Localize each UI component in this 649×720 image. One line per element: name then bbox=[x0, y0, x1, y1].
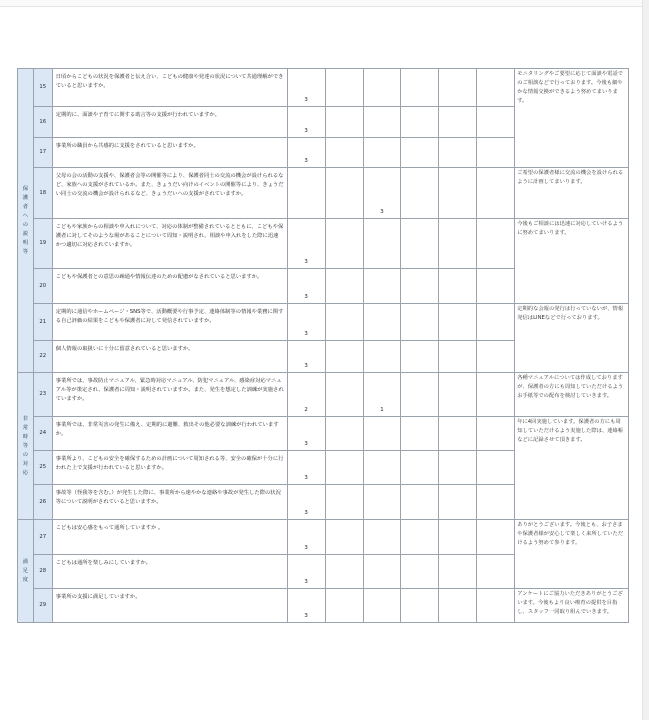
blank-cell bbox=[439, 269, 477, 304]
comment-cell: アンケートにご協力いただきありがとうございます。今後もより良い療育の提供を目指し、スタッフ一同取り組んでいきます。 bbox=[515, 589, 629, 623]
table-row bbox=[18, 589, 629, 623]
no-cell bbox=[363, 341, 401, 373]
yes-cell: 3 bbox=[287, 451, 325, 485]
row-number: 16 bbox=[33, 107, 52, 138]
viewer-top-bar bbox=[0, 0, 649, 7]
dk-cell bbox=[325, 219, 363, 269]
question-cell: 日頃からこどもの状況を保護者と伝え合い、こどもの健康や発達の状況について共通理解ができていると思いますか。 bbox=[52, 69, 287, 107]
blank-cell bbox=[477, 219, 515, 269]
blank-cell bbox=[477, 269, 515, 304]
question-cell: こどもは安心感をもって通所していますか 。 bbox=[52, 520, 287, 555]
unknown-cell bbox=[401, 341, 439, 373]
table-row bbox=[18, 520, 629, 555]
yes-cell: 3 bbox=[287, 138, 325, 168]
dk-cell bbox=[325, 555, 363, 589]
table-row bbox=[18, 69, 629, 107]
question-cell: こどもや保護者との意思の疎通や情報伝達のための配慮がなされていると思いますか。 bbox=[52, 269, 287, 304]
unknown-cell bbox=[401, 485, 439, 520]
question-cell: 定期的に通信やホームページ・SNS等で、活動概要や行事予定、連絡体制等の情報や業務に関する自己評価の結果をこどもや保護者に対して発信されていますか。 bbox=[52, 304, 287, 341]
no-cell bbox=[363, 589, 401, 623]
row-number: 19 bbox=[33, 219, 52, 269]
row-number: 20 bbox=[33, 269, 52, 304]
blank-cell bbox=[439, 219, 477, 269]
blank-cell bbox=[439, 304, 477, 341]
dk-cell bbox=[325, 520, 363, 555]
dk-cell bbox=[325, 341, 363, 373]
row-number: 28 bbox=[33, 555, 52, 589]
section-guardian: 保護者への説明等 bbox=[18, 69, 34, 373]
unknown-cell bbox=[401, 417, 439, 451]
dk-cell bbox=[325, 589, 363, 623]
blank-cell bbox=[477, 485, 515, 520]
question-cell: 事業所では、事故防止マニュアル、緊急時対応マニュアル、防犯マニュアル、感染症対応マニュアル等が策定され、保護者に周知・説明されていますか。また、発生を想定した訓練が実施されていますか。 bbox=[52, 373, 287, 417]
table-row bbox=[18, 219, 629, 269]
no-cell bbox=[363, 269, 401, 304]
question-cell: 事業所より、こどもの安全を確保するための計画について周知される等、安全の確保が十分に行われた上で支援が行われていると思いますか。 bbox=[52, 451, 287, 485]
unknown-cell bbox=[401, 520, 439, 555]
row-number: 26 bbox=[33, 485, 52, 520]
no-cell: 3 bbox=[363, 168, 401, 219]
no-cell bbox=[363, 138, 401, 168]
unknown-cell bbox=[401, 219, 439, 269]
yes-cell: 3 bbox=[287, 589, 325, 623]
blank-cell bbox=[477, 107, 515, 138]
table-row bbox=[18, 417, 629, 451]
unknown-cell bbox=[401, 589, 439, 623]
table-row bbox=[18, 373, 629, 417]
question-cell: こどもや家族からの相談や申入れについて、対応の体制が整備されているとともに、こどもや保護者に対してそのような場があることについて周知・説明され、相談や申入れをした際に迅速かつ適切に対応されていますか。 bbox=[52, 219, 287, 269]
blank-cell bbox=[477, 589, 515, 623]
dk-cell bbox=[325, 168, 363, 219]
comment-cell: ご希望の保護者様に交流の機会を設けられるように計画してまいります。 bbox=[515, 168, 629, 219]
row-number: 29 bbox=[33, 589, 52, 623]
blank-cell bbox=[439, 107, 477, 138]
question-cell: 事業所の職員から共感的に支援をされていると思いますか。 bbox=[52, 138, 287, 168]
unknown-cell bbox=[401, 138, 439, 168]
row-number: 23 bbox=[33, 373, 52, 417]
blank-cell bbox=[477, 373, 515, 417]
question-cell: 事故等（怪我等を含む。）が発生した際に、事業所から速やかな連絡や事故が発生した際の状況等について説明がされていると思いますか。 bbox=[52, 485, 287, 520]
comment-cell: 定期的な会報の発行は行っていないが、情報発信はLINEなどで行っております。 bbox=[515, 304, 629, 373]
blank-cell bbox=[439, 520, 477, 555]
yes-cell: 3 bbox=[287, 269, 325, 304]
row-number: 25 bbox=[33, 451, 52, 485]
yes-cell: 2 bbox=[287, 373, 325, 417]
blank-cell bbox=[439, 555, 477, 589]
comment-cell: ありがとうございます。今後とも、お子さまや保護者様が安心して楽しく来所していただけるよう努めて参ります。 bbox=[515, 520, 629, 589]
question-cell: 定期的に、面談や子育てに関する助言等の支援が行われていますか。 bbox=[52, 107, 287, 138]
unknown-cell bbox=[401, 451, 439, 485]
no-cell bbox=[363, 69, 401, 107]
no-cell bbox=[363, 417, 401, 451]
blank-cell bbox=[477, 341, 515, 373]
blank-cell bbox=[477, 555, 515, 589]
row-number: 24 bbox=[33, 417, 52, 451]
question-cell: 事業所では、非常災害の発生に備え、定期的に避難、救出その他必要な訓練が行われていますか。 bbox=[52, 417, 287, 451]
unknown-cell bbox=[401, 168, 439, 219]
row-number: 17 bbox=[33, 138, 52, 168]
unknown-cell bbox=[401, 373, 439, 417]
section-emergency: 非常時等の対応 bbox=[18, 373, 34, 520]
question-cell: 個人情報の取扱いに十分に留意されていると思いますか。 bbox=[52, 341, 287, 373]
dk-cell bbox=[325, 451, 363, 485]
yes-cell: 3 bbox=[287, 219, 325, 269]
unknown-cell bbox=[401, 69, 439, 107]
yes-cell bbox=[287, 168, 325, 219]
blank-cell bbox=[477, 138, 515, 168]
blank-cell bbox=[439, 138, 477, 168]
unknown-cell bbox=[401, 269, 439, 304]
yes-cell: 3 bbox=[287, 341, 325, 373]
no-cell: 1 bbox=[363, 373, 401, 417]
yes-cell: 3 bbox=[287, 107, 325, 138]
blank-cell bbox=[477, 69, 515, 107]
blank-cell bbox=[439, 69, 477, 107]
yes-cell: 3 bbox=[287, 417, 325, 451]
no-cell bbox=[363, 451, 401, 485]
question-cell: 父母の会の活動の支援や、保護者会等の開催等により、保護者同士の交流の機会が設けられるなど、家族への支援がされているか。また、きょうだい向けのイベントの開催等により、きょうだい同士の交流の機会が設けられるなど、きょうだいへの支援がされていますか。 bbox=[52, 168, 287, 219]
dk-cell bbox=[325, 269, 363, 304]
yes-cell: 3 bbox=[287, 304, 325, 341]
no-cell bbox=[363, 304, 401, 341]
unknown-cell bbox=[401, 555, 439, 589]
unknown-cell bbox=[401, 107, 439, 138]
comment-cell: 各種マニュアルについては作成しておりますが、保護者の方にも周知していただけるようお手紙等での配布を検討していきます。 bbox=[515, 373, 629, 417]
row-number: 18 bbox=[33, 168, 52, 219]
blank-cell bbox=[439, 341, 477, 373]
blank-cell bbox=[439, 451, 477, 485]
yes-cell: 3 bbox=[287, 555, 325, 589]
yes-cell: 3 bbox=[287, 485, 325, 520]
dk-cell bbox=[325, 69, 363, 107]
row-number: 21 bbox=[33, 304, 52, 341]
dk-cell bbox=[325, 373, 363, 417]
dk-cell bbox=[325, 107, 363, 138]
blank-cell bbox=[439, 373, 477, 417]
vertical-scrollbar[interactable] bbox=[642, 0, 649, 720]
blank-cell bbox=[439, 168, 477, 219]
blank-cell bbox=[477, 417, 515, 451]
yes-cell: 3 bbox=[287, 520, 325, 555]
row-number: 22 bbox=[33, 341, 52, 373]
section-satisfaction: 満足度 bbox=[18, 520, 34, 623]
row-number: 27 bbox=[33, 520, 52, 555]
row-number: 15 bbox=[33, 69, 52, 107]
dk-cell bbox=[325, 138, 363, 168]
comment-cell: 今後もご相談には迅速に対応していけるように努めてまいります。 bbox=[515, 219, 629, 304]
no-cell bbox=[363, 107, 401, 138]
no-cell bbox=[363, 219, 401, 269]
no-cell bbox=[363, 520, 401, 555]
blank-cell bbox=[477, 520, 515, 555]
blank-cell bbox=[477, 304, 515, 341]
yes-cell: 3 bbox=[287, 69, 325, 107]
blank-cell bbox=[477, 168, 515, 219]
dk-cell bbox=[325, 304, 363, 341]
blank-cell bbox=[477, 451, 515, 485]
comment-cell: モニタリングやご要望に応じて面談や電話でのご相談などで行っております。今後も細やかな情報交換ができるよう努めてまいります。 bbox=[515, 69, 629, 168]
dk-cell bbox=[325, 417, 363, 451]
comment-cell: 年に4回実施しています。保護者の方にも周知していただけるよう実施した際は、連絡帳などに記録させて頂きます。 bbox=[515, 417, 629, 520]
no-cell bbox=[363, 485, 401, 520]
question-cell: 事業所の支援に満足していますか。 bbox=[52, 589, 287, 623]
survey-table bbox=[17, 68, 629, 623]
table-row bbox=[18, 304, 629, 341]
blank-cell bbox=[439, 485, 477, 520]
question-cell: こどもは通所を楽しみにしていますか。 bbox=[52, 555, 287, 589]
blank-cell bbox=[439, 417, 477, 451]
unknown-cell bbox=[401, 304, 439, 341]
dk-cell bbox=[325, 485, 363, 520]
no-cell bbox=[363, 555, 401, 589]
table-row bbox=[18, 168, 629, 219]
blank-cell bbox=[439, 589, 477, 623]
